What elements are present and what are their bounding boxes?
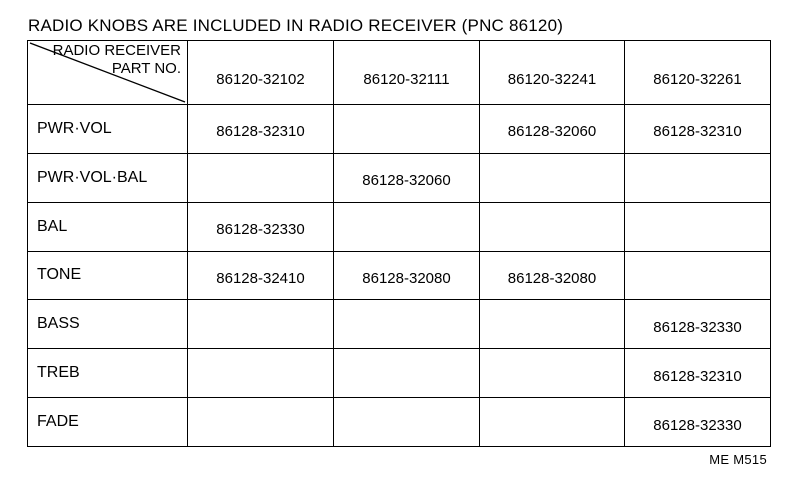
part-cell	[334, 398, 480, 447]
corner-header-cell	[28, 41, 188, 105]
table-row	[28, 251, 771, 300]
table-row	[28, 349, 771, 398]
part-cell	[480, 300, 625, 349]
row-label: PWR·VOL·BAL	[28, 153, 188, 202]
part-cell: 86128-32080	[480, 251, 625, 300]
corner-label-receiver: RADIO RECEIVER	[52, 42, 181, 59]
knob-parts-table	[27, 40, 771, 447]
table-row	[28, 398, 771, 447]
part-cell	[480, 349, 625, 398]
part-cell	[334, 300, 480, 349]
part-cell: 86128-32330	[188, 202, 334, 251]
column-header: 86120-32241	[480, 41, 625, 105]
column-header: 86120-32261	[625, 41, 771, 105]
part-cell	[334, 202, 480, 251]
part-cell	[334, 349, 480, 398]
table-row	[28, 153, 771, 202]
part-cell	[188, 349, 334, 398]
column-header: 86120-32102	[188, 41, 334, 105]
part-cell: 86128-32330	[625, 300, 771, 349]
part-cell	[625, 153, 771, 202]
part-cell: 86128-32060	[334, 153, 480, 202]
part-cell: 86128-32080	[334, 251, 480, 300]
table-row	[28, 202, 771, 251]
part-cell: 86128-32410	[188, 251, 334, 300]
header-row	[28, 41, 771, 105]
table-row	[28, 300, 771, 349]
part-cell: 86128-32310	[188, 105, 334, 154]
part-cell	[625, 251, 771, 300]
row-label: PWR·VOL	[28, 105, 188, 154]
part-cell	[480, 153, 625, 202]
corner-label-part-no: PART NO.	[111, 60, 181, 77]
part-cell: 86128-32330	[625, 398, 771, 447]
row-label: BASS	[28, 300, 188, 349]
column-header: 86120-32111	[334, 41, 480, 105]
part-cell	[188, 300, 334, 349]
row-label: TREB	[28, 349, 188, 398]
reference-code: ME M515	[709, 452, 767, 467]
row-label: TONE	[28, 251, 188, 300]
page-title: RADIO KNOBS ARE INCLUDED IN RADIO RECEIVER (PNC 86120)	[28, 16, 564, 35]
part-cell	[480, 398, 625, 447]
part-cell: 86128-32060	[480, 105, 625, 154]
part-cell	[188, 153, 334, 202]
table-row	[28, 105, 771, 154]
part-cell	[480, 202, 625, 251]
part-cell: 86128-32310	[625, 349, 771, 398]
row-label: FADE	[28, 398, 188, 447]
row-label: BAL	[28, 202, 188, 251]
part-cell	[188, 398, 334, 447]
part-cell	[334, 105, 480, 154]
part-cell: 86128-32310	[625, 105, 771, 154]
part-cell	[625, 202, 771, 251]
